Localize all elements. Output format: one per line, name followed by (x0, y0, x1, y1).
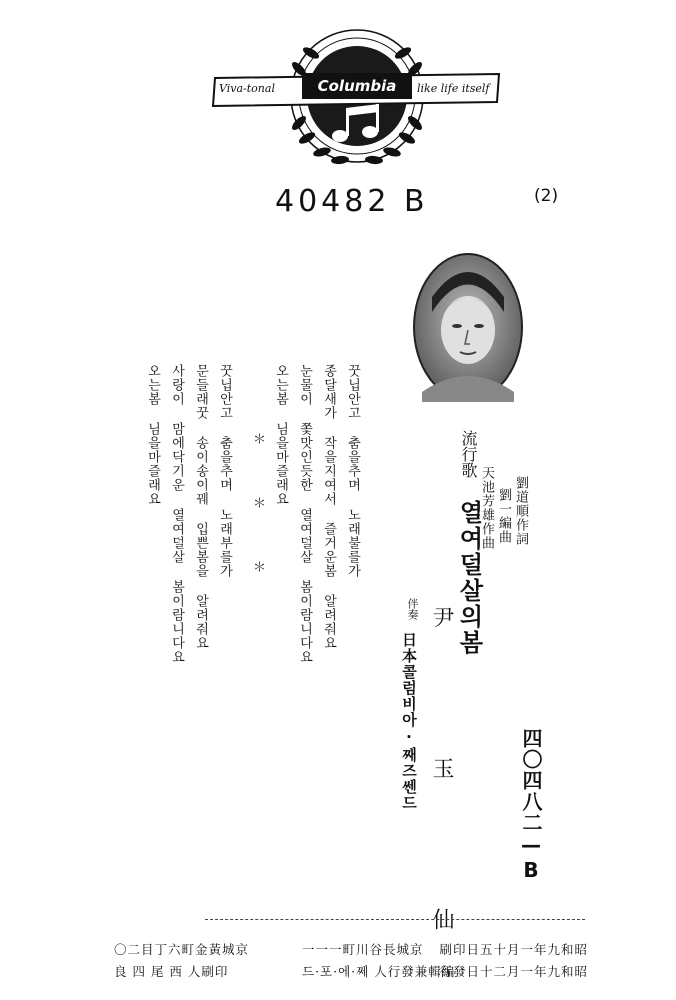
brand-name: Columbia (317, 77, 397, 95)
lyric-line: 꿋닙안고 춤을추며 노래부를가 (217, 364, 232, 578)
song-genre: 流行歌 (459, 430, 478, 478)
footer-divider (205, 919, 585, 920)
colophon-printer-address: 京城黃金町六丁目二〇 (114, 942, 250, 957)
logo-emblem (207, 28, 507, 183)
song-title: 열여덜살의봄 (455, 500, 483, 656)
colophon-issued: 昭和九年一月二十日發行 (439, 964, 588, 979)
colophon-editor: 京城長谷川町一一一 (302, 942, 424, 957)
columbia-logo (207, 28, 507, 183)
arranger-credit: 劉一編曲 (496, 488, 511, 544)
singer-portrait (412, 252, 524, 402)
lyric-line: 사랑이 맘에닥기운 열여덜살 봄이람니다요 (169, 364, 184, 664)
lyric-line: 눈물이 쫓맛인듯한 열여덜살 봄이람니다요 (297, 364, 312, 664)
lyric-line: 종달새가 작을지여서 즐거운봄 알려줘요 (321, 364, 336, 650)
tagline-left: Viva-tonal (219, 82, 275, 95)
lyricist-credit: 劉道順作詞 (513, 476, 528, 546)
lyric-line: 꿋닙안고 춤을추며 노래불를가 (345, 364, 360, 578)
verse-separator: ＊ ＊ ＊ (250, 432, 265, 591)
accompaniment: 日本콜럼비아·째즈쎈드 (400, 632, 418, 811)
colophon-printed: 昭和九年一月十五日印刷 (439, 942, 588, 957)
page-number: (2) (534, 186, 559, 206)
colophon-printer-name: 印刷人 西 尾 四 良 (114, 964, 229, 979)
singer-name: 尹 玉 仙 (429, 606, 454, 982)
colophon-publisher: 編輯兼發行人 쩨·에·포·드 (302, 964, 456, 979)
composer-credit: 天池芳雄作曲 (479, 466, 494, 550)
lyric-line: 오는봄 님을마즐래요 (273, 364, 288, 506)
lyric-line: 오는봄 님을마즐래요 (145, 364, 160, 506)
lyric-line: 문들래꿋 송이송이꿰 입쁜봄을 알려줘요 (193, 364, 208, 650)
accompaniment-label: 伴奏 (406, 598, 419, 620)
catalog-number: 40482 B (275, 184, 429, 219)
tagline-right: like life itself (417, 82, 490, 95)
catalog-number-vertical: 四〇四八二—B (519, 728, 543, 883)
